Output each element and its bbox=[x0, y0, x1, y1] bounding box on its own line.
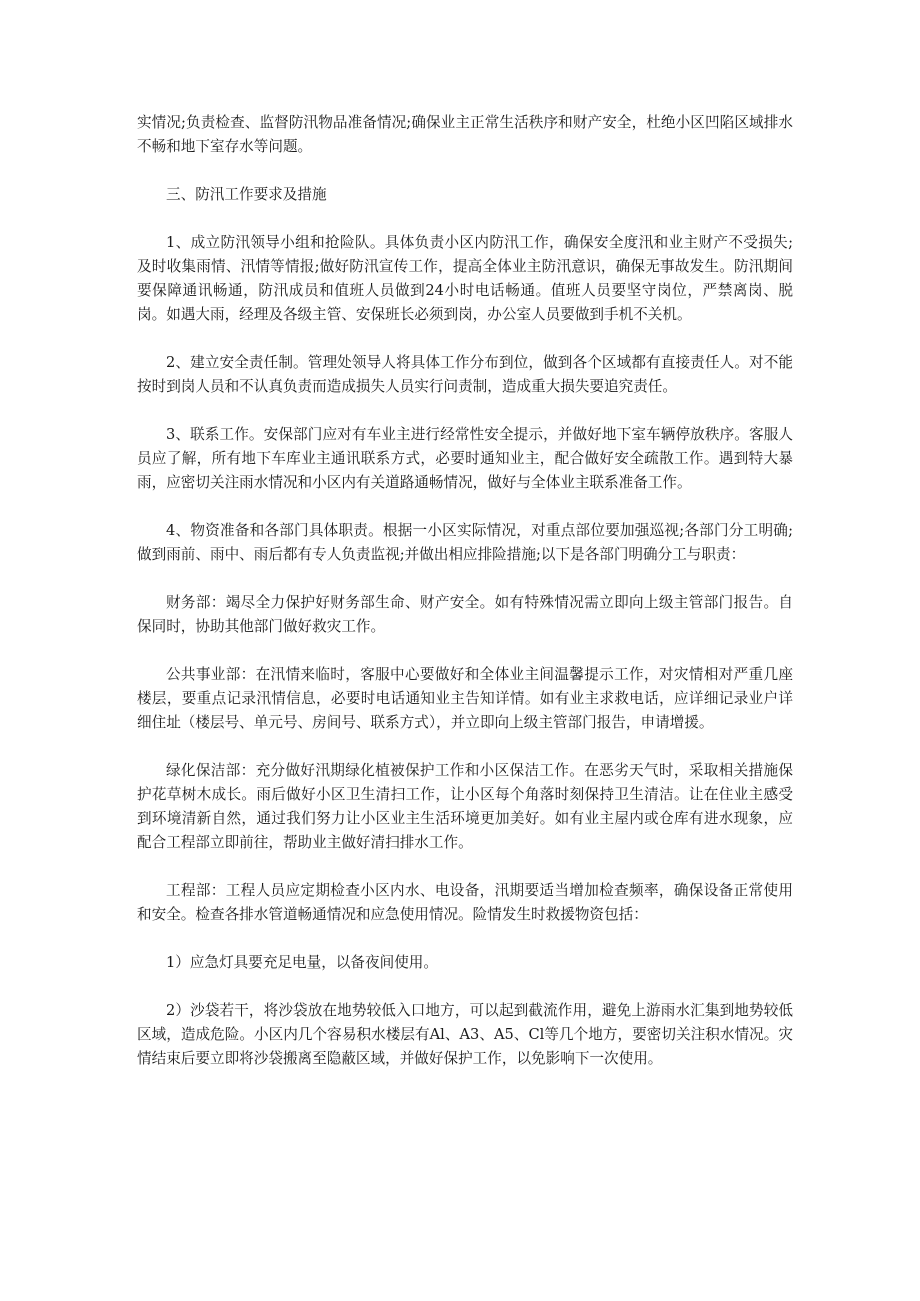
paragraph-item-3: 3、联系工作。安保部门应对有车业主进行经常性安全提示，并做好地下室车辆停放秩序。客服人员应了解，所有地下车库业主通讯联系方式，必要时通知业主，配合做好安全疏散工作。遇到特大暴雨，应密切关注雨水情况和小区内有关道路通畅情况，做好与全体业主联系准备工作。 bbox=[137, 426, 793, 491]
paragraph-finance-dept: 财务部：竭尽全力保护好财务部生命、财产安全。如有特殊情况需立即向上级主管部门报告。自保同时，协助其他部门做好救灾工作。 bbox=[137, 594, 793, 635]
document-page bbox=[137, 111, 793, 1071]
paragraph-greening-cleaning-dept: 绿化保洁部：充分做好汛期绿化植被保护工作和小区保洁工作。在恶劣天气时，采取相关措施保护花草树木成长。雨后做好小区卫生清扫工作，让小区每个角落时刻保持卫生清洁。让在住业主感受到环境清新自然，通过我们努力让小区业主生活环境更加美好。如有业主屋内或仓库有进水现象，应配合工程部立即前往，帮助业主做好清扫排水工作。 bbox=[137, 762, 793, 851]
section-heading: 三、防汛工作要求及措施 bbox=[166, 186, 327, 203]
paragraph-item-2: 2、建立安全责任制。管理处领导人将具体工作分布到位，做到各个区域都有直接责任人。对不能按时到岗人员和不认真负责而造成损失人员实行问责制，造成重大损失要追究责任。 bbox=[137, 354, 793, 395]
list-item-emergency-lights: 1）应急灯具要充足电量，以备夜间使用。 bbox=[166, 954, 438, 971]
paragraph-item-4: 4、物资准备和各部门具体职责。根据一小区实际情况，对重点部位要加强巡视;各部门分工明确;做到雨前、雨中、雨后都有专人负责监视;并做出相应排险措施;以下是各部门明确分工与职责： bbox=[137, 522, 793, 563]
list-item-sandbags: 2）沙袋若干，将沙袋放在地势较低入口地方，可以起到截流作用，避免上游雨水汇集到地势较低区域，造成危险。小区内几个容易积水楼层有Al、A3、A5、Cl等几个地方，要密切关注积水情况。灾情结束后要立即将沙袋搬离至隐蔽区域，并做好保护工作，以免影响下一次使用。 bbox=[137, 1002, 793, 1067]
paragraph-public-affairs-dept: 公共事业部：在汛情来临时，客服中心要做好和全体业主间温馨提示工作，对灾情相对严重几座楼层，要重点记录汛情信息，必要时电话通知业主告知详情。如有业主求救电话，应详细记录业户详细住址（楼层号、单元号、房间号、联系方式），并立即向上级主管部门报告，申请增援。 bbox=[137, 666, 793, 731]
paragraph-item-1: 1、成立防汛领导小组和抢险队。具体负责小区内防汛工作，确保安全度汛和业主财产不受损失;及时收集雨情、汛情等情报;做好防汛宣传工作，提高全体业主防汛意识，确保无事故发生。防汛期间要保障通讯畅通，防汛成员和值班人员做到24小时电话畅通。值班人员要坚守岗位，严禁离岗、脱岗。如遇大雨，经理及各级主管、安保班长必须到岗，办公室人员要做到手机不关机。 bbox=[137, 234, 793, 323]
paragraph-continuation: 实情况;负责检查、监督防汛物品准备情况;确保业主正常生活秩序和财产安全，杜绝小区凹陷区域排水不畅和地下室存水等问题。 bbox=[137, 114, 793, 155]
paragraph-engineering-dept: 工程部：工程人员应定期检查小区内水、电设备，汛期要适当增加检查频率，确保设备正常使用和安全。检查各排水管道畅通情况和应急使用情况。险情发生时救援物资包括： bbox=[137, 882, 793, 923]
